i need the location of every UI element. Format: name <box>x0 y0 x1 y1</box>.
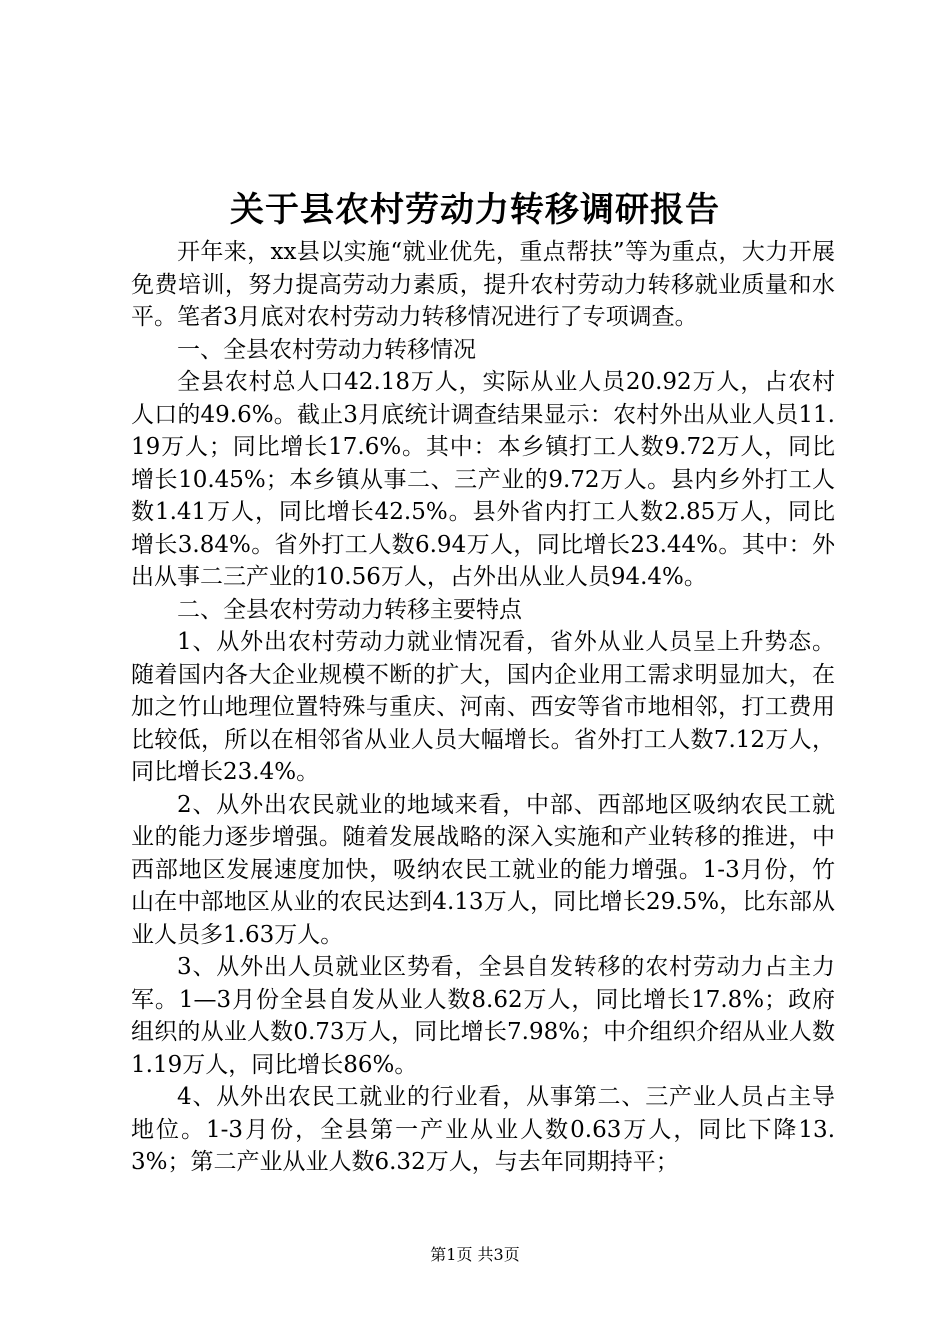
paragraph-point-2: 2、从外出农民就业的地域来看，中部、西部地区吸纳农民工就业的能力逐步增强。随着发展战略的深入实施和产业转移的推进，中西部地区发展速度加快，吸纳农民工就业的能力增强。1-3月份，竹山在中部地区从业的农民达到4.13万人，同比增长29.5%，比东部从业人员多1.63万人。 <box>131 791 835 948</box>
paragraph-point-1: 1、从外出农村劳动力就业情况看，省外从业人员呈上升势态。随着国内各大企业规模不断的扩大，国内企业用工需求明显加大，在加之竹山地理位置特殊与重庆、河南、西安等省市地相邻，打工费用比较低，所以在相邻省从业人员大幅增长。省外打工人数7.12万人，同比增长23.4%。 <box>131 629 835 785</box>
page-footer: 第1页 共3页 <box>430 1245 520 1264</box>
paragraph-intro: 开年来，xx县以实施“就业优先，重点帮扶”等为重点，大力开展免费培训，努力提高劳动力素质，提升农村劳动力转移就业质量和水平。笔者3月底对农村劳动力转移情况进行了专项调查。 <box>131 239 835 330</box>
paragraph-point-3: 3、从外出人员就业区势看，全县自发转移的农村劳动力占主力军。1—3月份全县自发从业人数8.62万人，同比增长17.8%；政府组织的从业人数0.73万人，同比增长7.98%；中介组织介绍从业人数1.19万人，同比增长86%。 <box>131 954 835 1078</box>
document-title: 关于县农村劳动力转移调研报告 <box>230 190 720 230</box>
section-heading-1: 一、全县农村劳动力转移情况 <box>177 336 476 363</box>
section-heading-2: 二、全县农村劳动力转移主要特点 <box>177 596 522 623</box>
document-body <box>131 236 835 1179</box>
paragraph-section-1: 全县农村总人口42.18万人，实际从业人员20.92万人，占农村人口的49.6%。截止3月底统计调查结果显示：农村外出从业人员11.19万人；同比增长17.6%。其中：本乡镇打工人数9.72万人，同比增长10.45%；本乡镇从事二、三产业的9.72万人。县内乡外打工人数1.41万人，同比增长42.5%。县外省内打工人数2.85万人，同比增长3.84%。省外打工人数6.94万人，同比增长23.44%。其中：外出从事二三产业的10.56万人，占外出从业人员94.4%。 <box>131 369 835 590</box>
paragraph-point-4: 4、从外出农民工就业的行业看，从事第二、三产业人员占主导地位。1-3月份，全县第一产业从业人数0.63万人，同比下降13.3%；第二产业从业人数6.32万人，与去年同期持平； <box>131 1084 835 1175</box>
